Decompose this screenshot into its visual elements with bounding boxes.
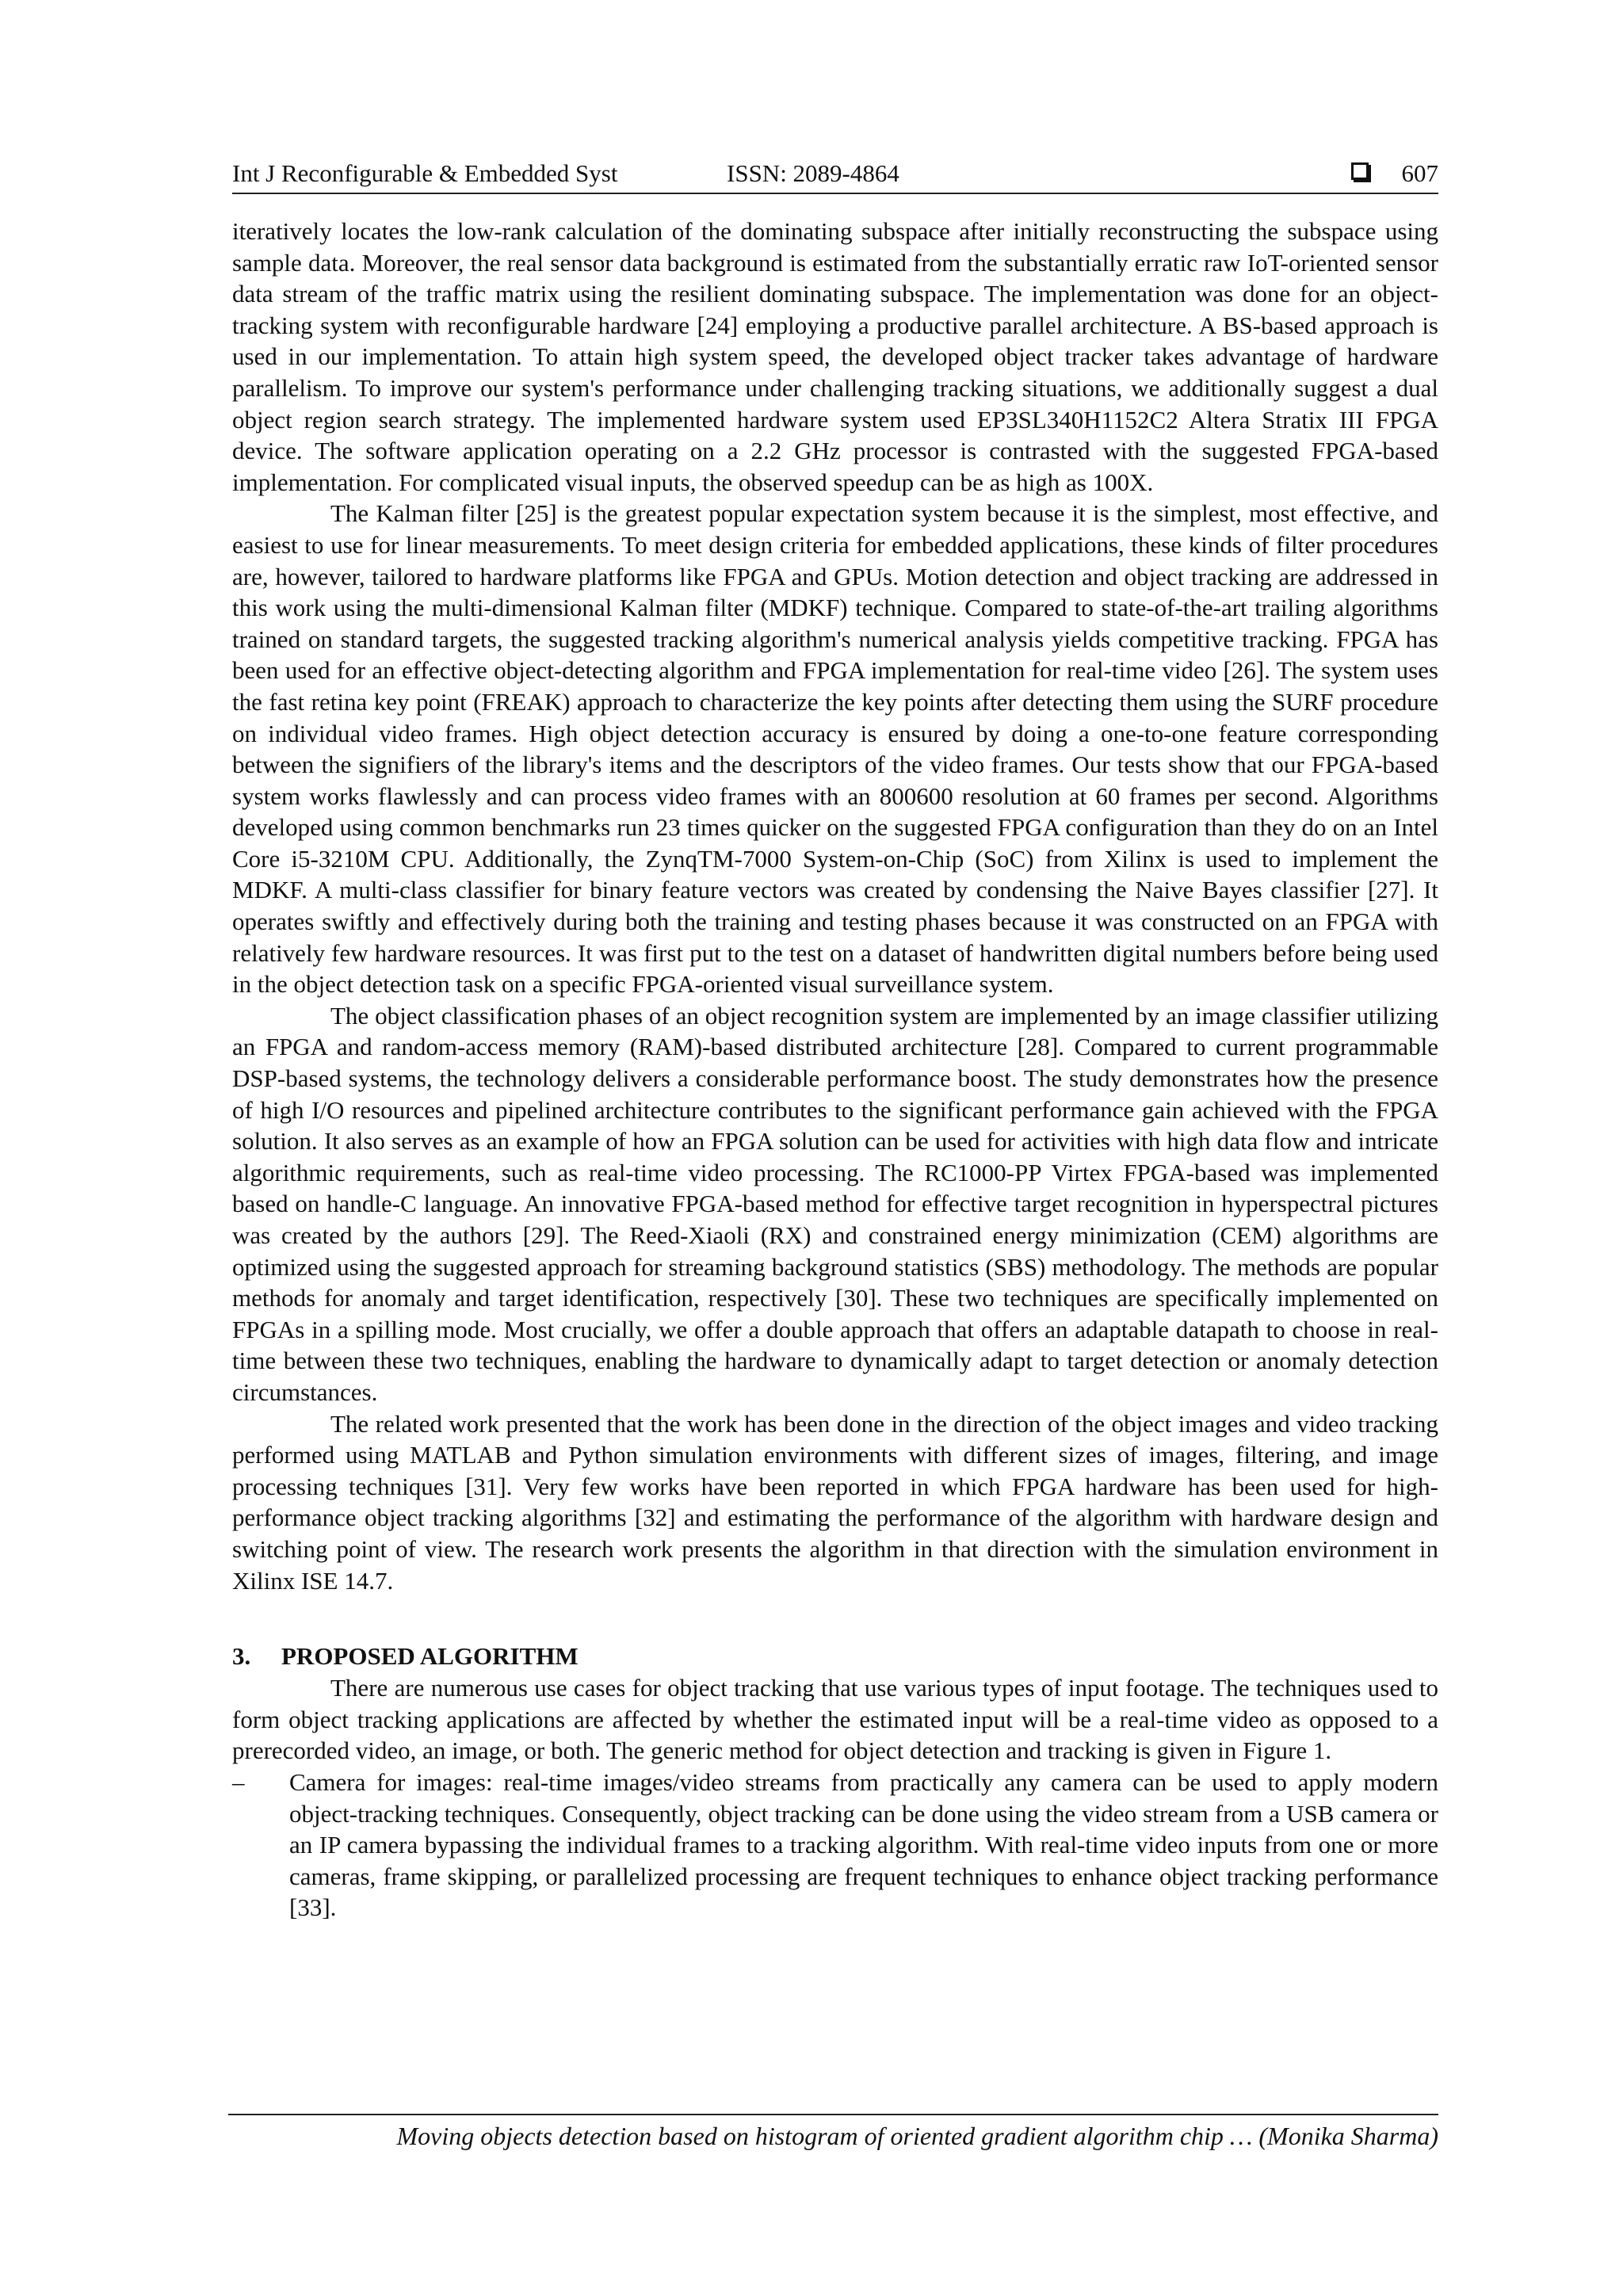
body-paragraph: There are numerous use cases for object tracking that use various types of input footage. The techniques used to form object tracking applications are affected by whether the estimated input will be a real-time video as opposed to a prerecorded video, an image, or both. The generic method for object detection and tracking is given in Figure 1. <box>232 1674 1438 1765</box>
section-heading <box>232 1641 1438 1672</box>
body-paragraph: The object classification phases of an object recognition system are implemented by an image classifier utilizing an FPGA and random-access memory (RAM)-based distributed architecture [28]. Compared to current programmable DSP-based systems, the technology delivers a considerable performance boost. The study demonstrates how the presence of high I/O resources and pipelined architecture contributes to the significant performance gain achieved with the FPGA solution. It also serves as an example of how an FPGA solution can be used for activities with high data flow and intricate algorithmic requirements, such as real-time video processing. The RC1000-PP Virtex FPGA-based was implemented based on handle-C language. An innovative FPGA-based method for effective target recognition in hyperspectral pictures was created by the authors [29]. The Reed-Xiaoli (RX) and constrained energy minimization (CEM) algorithms are optimized using the suggested approach for streaming background statistics (SBS) methodology. The methods are popular methods for anomaly and target identification, respectively [30]. These two techniques are specifically implemented on FPGAs in a spilling mode. Most crucially, we offer a double approach that offers an adaptable datapath to choose in real-time between these two techniques, enabling the hardware to dynamically adapt to target detection or anomaly detection circumstances. <box>232 1001 1438 1406</box>
body-paragraph: The Kalman filter [25] is the greatest popular expectation system because it is the simplest, most effective, and easiest to use for linear measurements. To meet design criteria for embedded applications, these kinds of filter procedures are, however, tailored to hardware platforms like FPGA and GPUs. Motion detection and object tracking are addressed in this work using the multi-dimensional Kalman filter (MDKF) technique. Compared to state-of-the-art trailing algorithms trained on standard targets, the suggested tracking algorithm's numerical analysis yields competitive tracking. FPGA has been used for an effective object-detecting algorithm and FPGA implementation for real-time video [26]. The system uses the fast retina key point (FREAK) approach to characterize the key points after detecting them using the SURF procedure on individual video frames. High object detection accuracy is ensured by doing a one-to-one feature corresponding between the signifiers of the library's items and the descriptors of the video frames. Our tests show that our FPGA-based system works flawlessly and can process video frames with an 800600 resolution at 60 frames per second. Algorithms developed using common benchmarks run 23 times quicker on the suggested FPGA configuration than they do on an Intel Core i5-3210M CPU. Additionally, the ZynqTM-7000 System-on-Chip (SoC) from Xilinx is used to implement the MDKF. A multi-class classifier for binary feature vectors was created by condensing the Naive Bayes classifier [27]. It operates swiftly and effectively during both the training and testing phases because it was constructed on an FPGA with relatively few hardware resources. It was first put to the test on a dataset of handwritten digital numbers before being used in the object detection task on a specific FPGA-oriented visual surveillance system. <box>232 499 1438 999</box>
section-number: 3. <box>232 1642 251 1671</box>
body-paragraph: The related work presented that the work has been done in the direction of the object images and video tracking performed using MATLAB and Python simulation environments with different sizes of images, filtering, and image processing techniques [31]. Very few works have been reported in which FPGA hardware has been used for high-performance object tracking algorithms [32] and estimating the performance of the algorithm with hardware design and switching point of view. The research work presents the algorithm in that direction with the simulation environment in Xilinx ISE 14.7. <box>232 1409 1438 1595</box>
section-title: PROPOSED ALGORITHM <box>281 1642 579 1671</box>
running-title: Moving objects detection based on histogram of oriented gradient algorithm chip … (Monika Sharma) <box>396 2122 1438 2150</box>
journal-name: Int J Reconfigurable & Embedded Syst <box>232 159 618 187</box>
page-footer <box>228 2114 1438 2155</box>
list-marker: – <box>232 1767 245 1796</box>
page-header <box>232 155 1438 194</box>
box-icon <box>1351 162 1369 180</box>
issn: ISSN: 2089-4864 <box>727 159 899 187</box>
page-number: 607 <box>1401 159 1438 187</box>
bullet-list <box>232 1767 1438 1924</box>
page-body <box>232 216 1438 1924</box>
list-item-text: Camera for images: real-time images/video streams from practically any camera can be used to apply modern object-tracking techniques. Consequently, object tracking can be done using the video stream from a USB camera or an IP camera bypassing the individual frames to a tracking algorithm. With real-time video inputs from one or more cameras, frame skipping, or parallelized processing are frequent techniques to enhance object tracking performance [33]. <box>289 1767 1438 1922</box>
body-paragraph: iteratively locates the low-rank calculation of the dominating subspace after initially reconstructing the subspace using sample data. Moreover, the real sensor data background is estimated from the substantially erratic raw IoT-oriented sensor data stream of the traffic matrix using the resilient dominating subspace. The implementation was done for an object-tracking system with reconfigurable hardware [24] employing a productive parallel architecture. A BS-based approach is used in our implementation. To attain high system speed, the developed object tracker takes advantage of hardware parallelism. To improve our system's performance under challenging tracking situations, we additionally suggest a dual object region search strategy. The implemented hardware system used EP3SL340H1152C2 Altera Stratix III FPGA device. The software application operating on a 2.2 GHz processor is contrasted with the suggested FPGA-based implementation. For complicated visual inputs, the observed speedup can be as high as 100X. <box>232 217 1438 496</box>
list-item <box>232 1767 1438 1924</box>
